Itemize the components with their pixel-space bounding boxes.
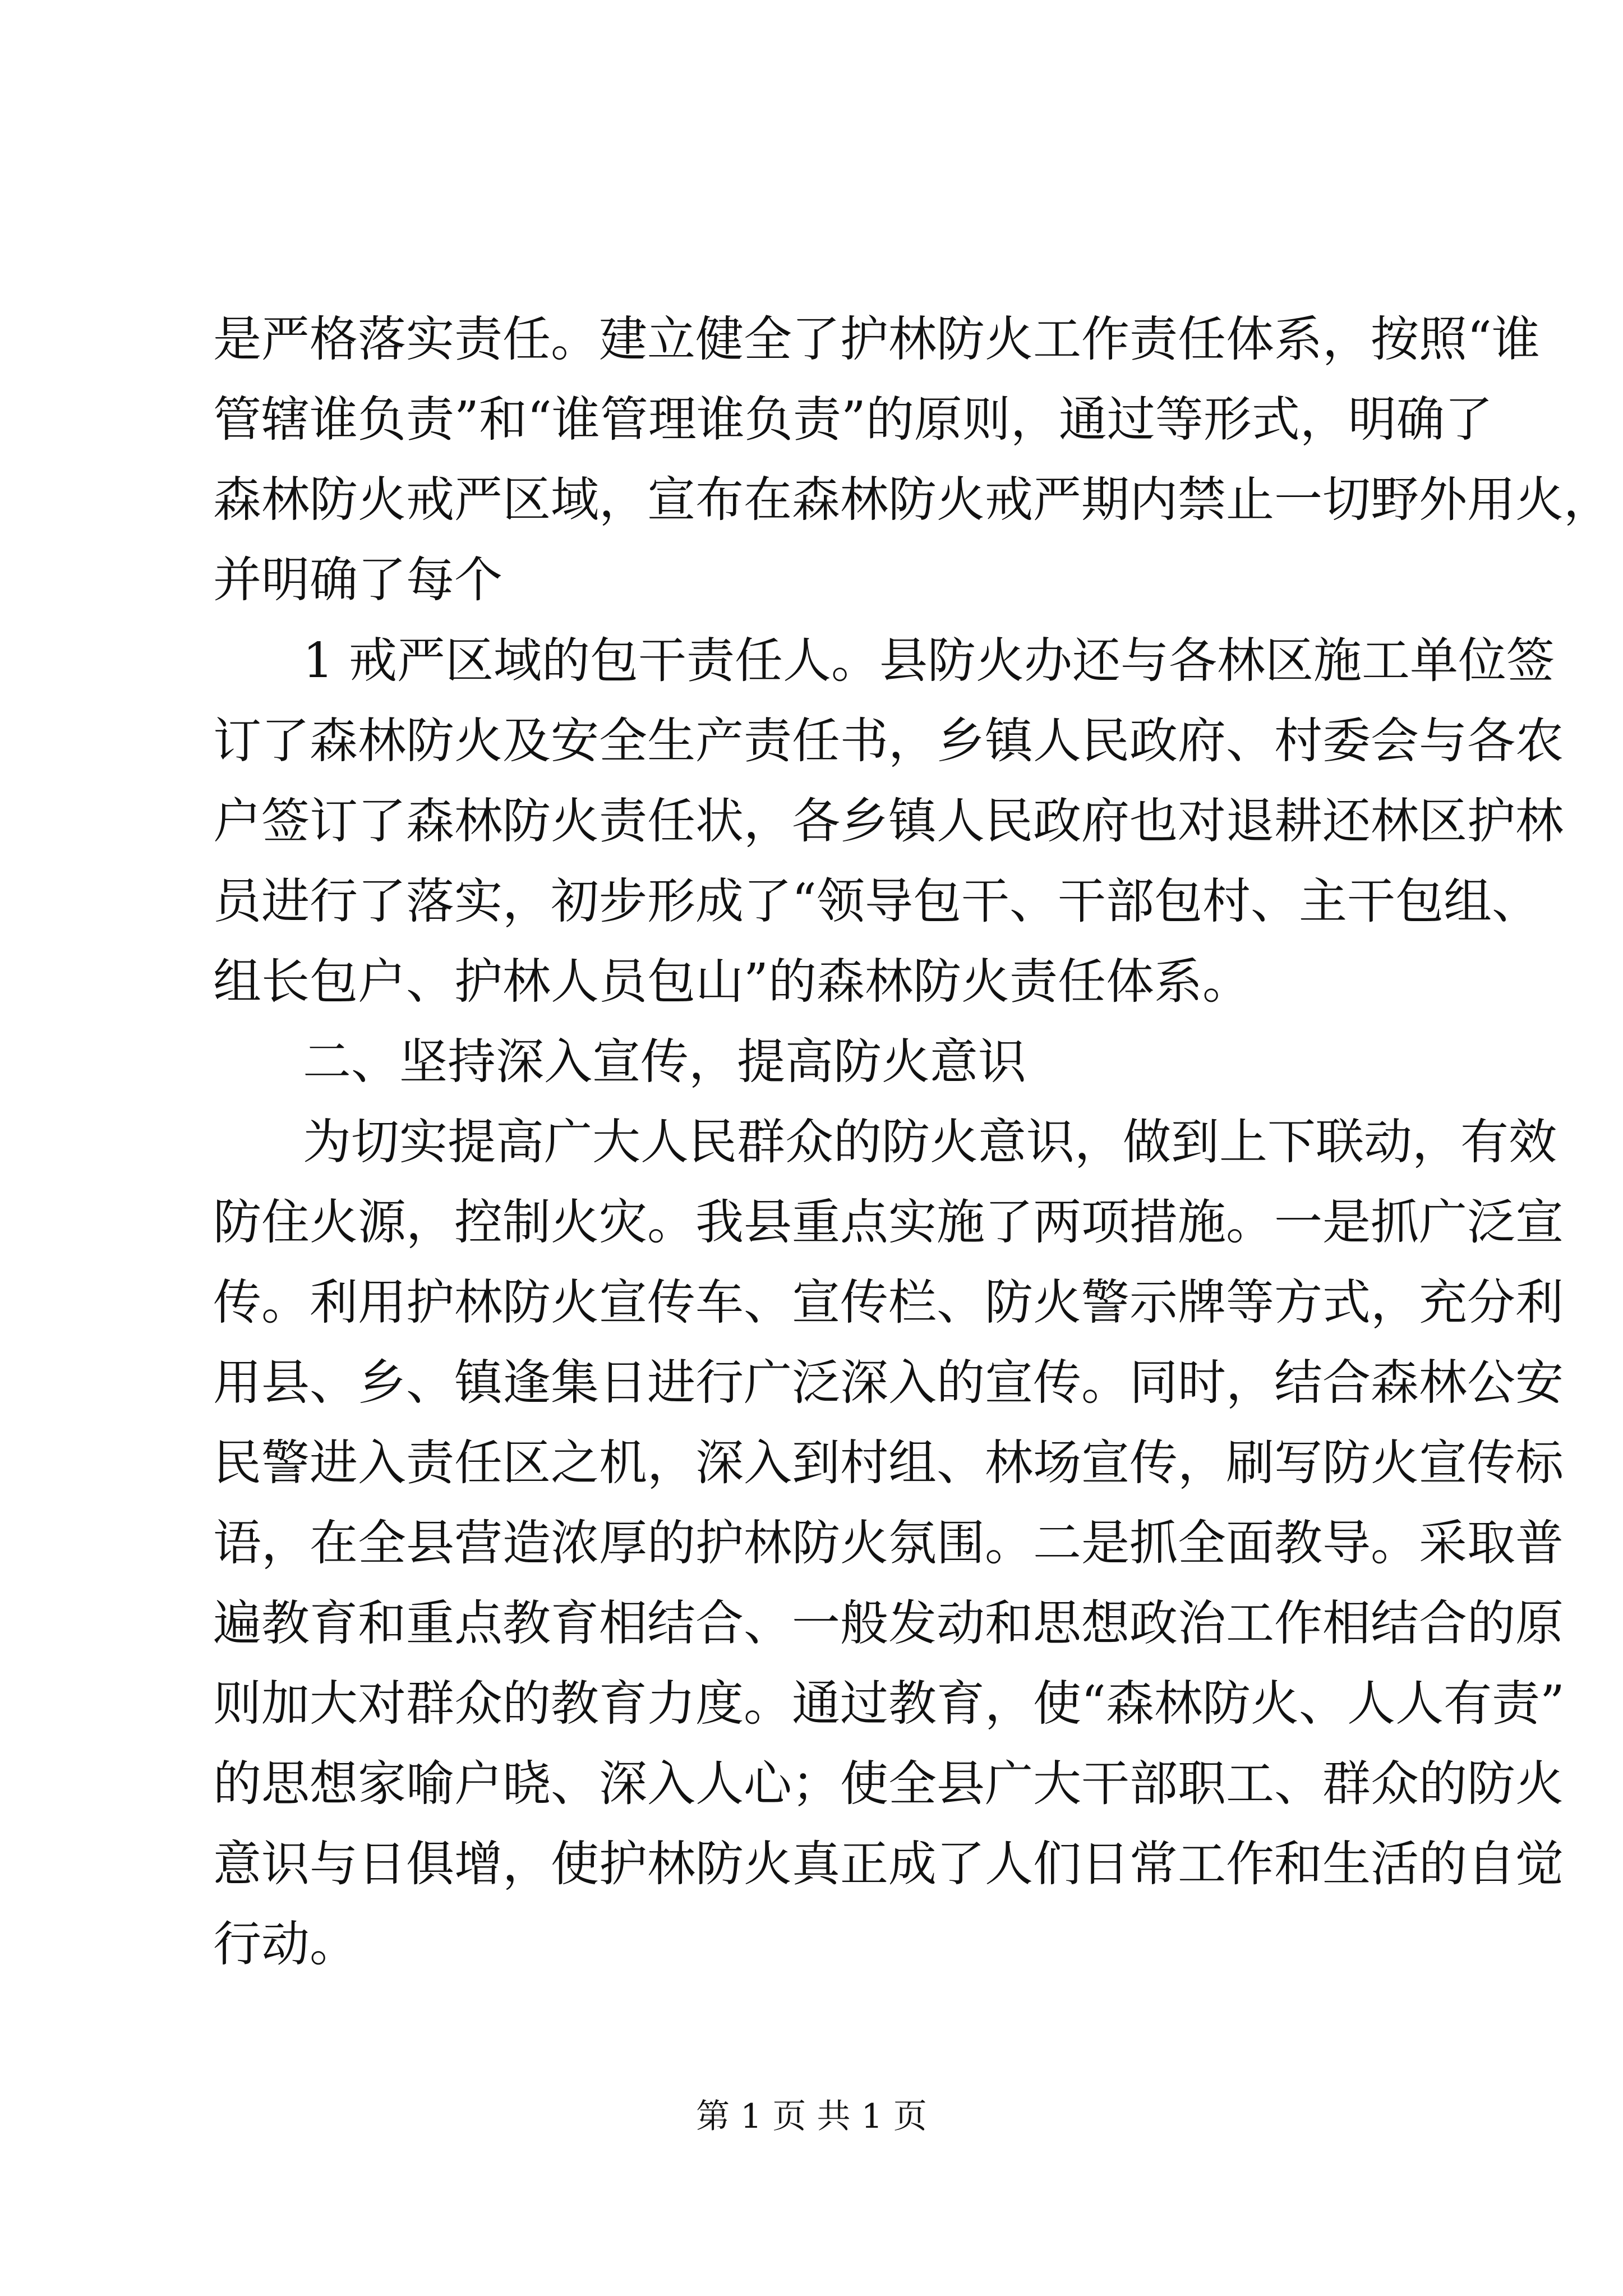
body-line: 传。利用护林防火宣传车、宣传栏、防火警示牌等方式，充分利 <box>213 1274 1564 1331</box>
body-line: 语，在全县营造浓厚的护林防火氛围。二是抓全面教导。采取普 <box>213 1515 1564 1571</box>
body-line: 并明确了每个 <box>213 552 502 608</box>
body-line: 为切实提高广大人民群众的防火意识，做到上下联动，有效 <box>303 1114 1557 1170</box>
body-line: 订了森林防火及安全生产责任书，乡镇人民政府、村委会与各农 <box>213 713 1564 769</box>
body-line: 森林防火戒严区域，宣布在森林防火戒严期内禁止一切野外用火， <box>213 472 1612 528</box>
body-line: 管辖谁负责”和“谁管理谁负责”的原则，通过等形式，明确了 <box>213 392 1493 448</box>
body-line: 用县、乡、镇逢集日进行广泛深入的宣传。同时，结合森林公安 <box>213 1355 1564 1411</box>
body-line: 防住火源，控制火灾。我县重点实施了两项措施。一是抓广泛宣 <box>213 1194 1564 1250</box>
page-number-footer: 第 1 页 共 1 页 <box>696 2097 927 2136</box>
body-line: 遍教育和重点教育相结合、一般发动和思想政治工作相结合的原 <box>213 1595 1564 1651</box>
body-line: 意识与日俱增，使护林防火真正成了人们日常工作和生活的自觉 <box>213 1836 1564 1892</box>
body-line: 则加大对群众的教育力度。通过教育，使“森林防火、人人有责” <box>213 1676 1565 1732</box>
body-line: 员进行了落实，初步形成了“领导包干、干部包村、主干包组、 <box>213 873 1540 930</box>
body-line: 是严格落实责任。建立健全了护林防火工作责任体系，按照“谁 <box>213 311 1540 367</box>
body-line: 民警进入责任区之机，深入到村组、林场宣传，刷写防火宣传标 <box>213 1435 1564 1491</box>
body-line: 组长包户、护林人员包山”的森林防火责任体系。 <box>213 954 1251 1010</box>
body-line: 1 戒严区域的包干责任人。县防火办还与各林区施工单位签 <box>303 633 1555 689</box>
section-heading: 二、坚持深入宣传，提高防火意识 <box>303 1034 1026 1090</box>
body-line: 的思想家喻户晓、深入人心；使全县广大干部职工、群众的防火 <box>213 1756 1564 1812</box>
body-line: 户签订了森林防火责任状，各乡镇人民政府也对退耕还林区护林 <box>213 793 1564 849</box>
body-line: 行动。 <box>213 1916 358 1972</box>
